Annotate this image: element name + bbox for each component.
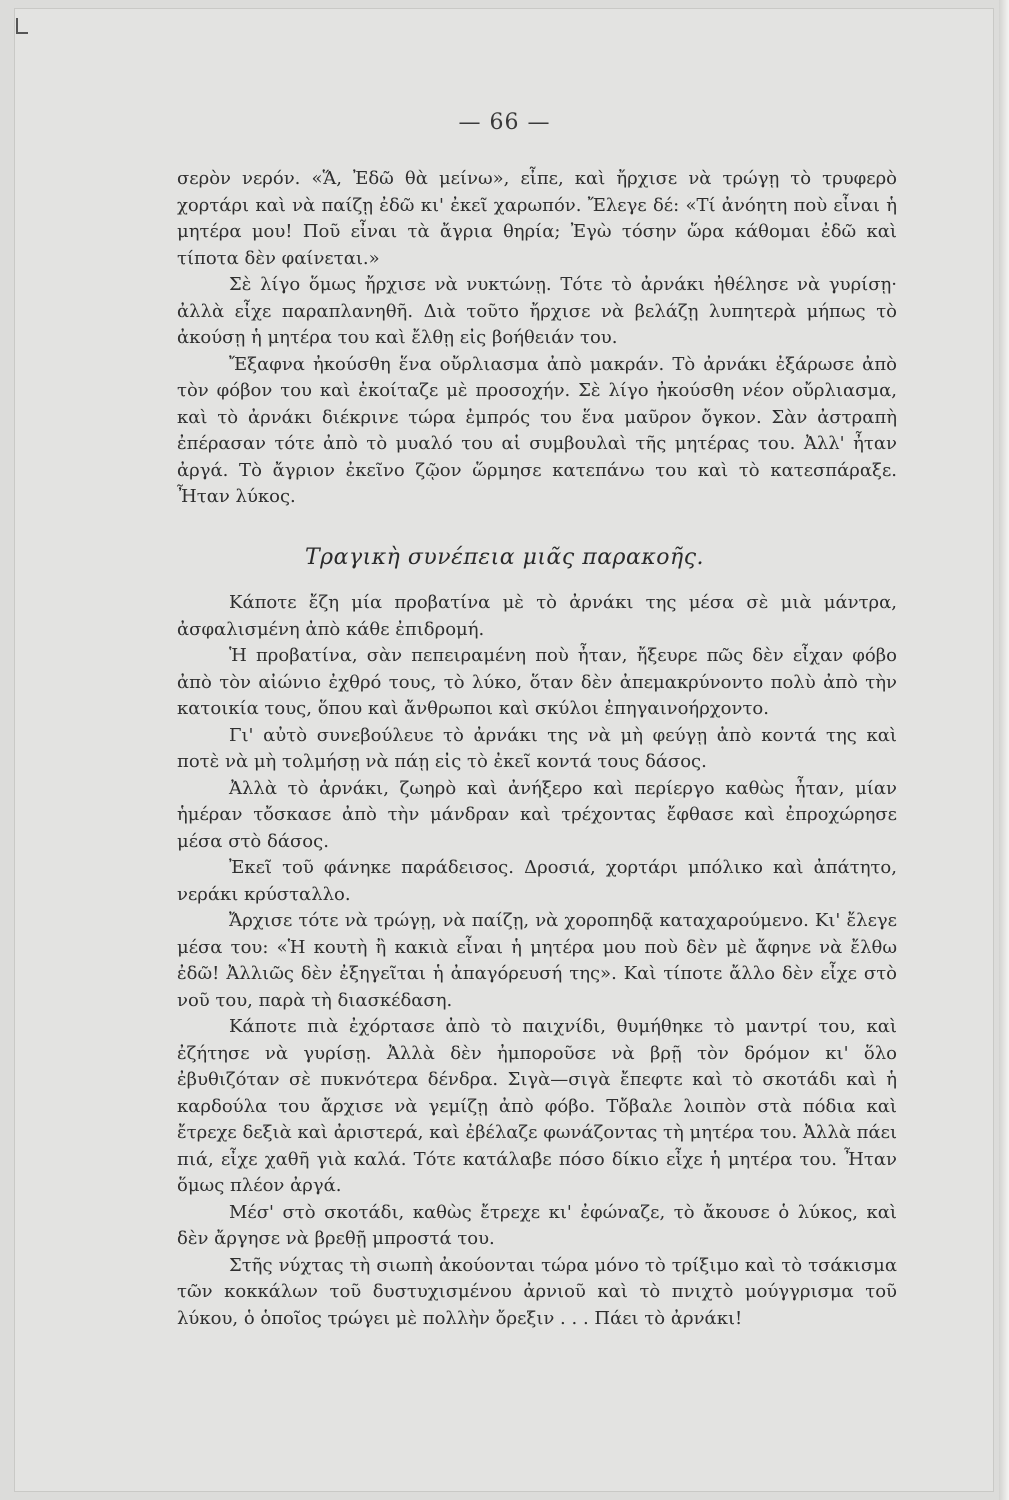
paragraph: Ἐκεῖ τοῦ φάνηκε παράδεισος. Δροσιά, χορτάρι μπόλικο καὶ ἀπάτητο, νεράκι κρύσταλλο. — [177, 857, 897, 905]
paragraph: σερὸν νερόν. «Ἅ, Ἐδῶ θὰ μείνω», εἶπε, καὶ ἤρχισε νὰ τρώγῃ τὸ τρυφερὸ χορτάρι καὶ νὰ παίζῃ ἐδῶ κι' ἐκεῖ χαρωπόν. Ἔλεγε δέ: «Τί ἀνόητη ποὺ εἶναι ἡ μητέρα μου! Ποῦ εἶναι τὰ ἄγρια θηρία; Ἐγὼ τόσην ὥρα κάθομαι ἐδῶ καὶ τίποτα δὲν φαίνεται.» — [177, 168, 897, 269]
paragraph: Στῆς νύχτας τὴ σιωπὴ ἀκούονται τώρα μόνο τὸ τρίξιμο καὶ τὸ τσάκισμα τῶν κοκκάλων τοῦ δυστυχισμένου ἀρνιοῦ καὶ τὸ πνιχτὸ μούγγρισμα τοῦ λύκου, ὁ ὁποῖος τρώγει μὲ πολλὴν ὄρεξιν . . . Πάει τὸ ἀρνάκι! — [177, 1254, 897, 1329]
paragraph: Ἔξαφνα ἠκούσθη ἕνα οὔρλιασμα ἀπὸ μακράν. Τὸ ἀρνάκι ἐξάρωσε ἀπὸ τὸν φόβον του καὶ ἐκοίταζε μὲ προσοχήν. Σὲ λίγο ἠκούσθη νέον οὔρλιασμα, καὶ τὸ ἀρνάκι διέκρινε τώρα ἐμπρός του ἕνα μαῦρον ὄγκον. Σὰν ἀστραπὴ ἐπέρασαν τότε ἀπὸ τὸ μυαλό του αἱ συμβουλαὶ τῆς μητέρας του. Ἀλλ' ἦταν ἀργά. Τὸ ἄγριον ἐκεῖνο ζῷον ὥρμησε κατεπάνω του καὶ τὸ κατεσπάραξε. Ἦταν λύκος. — [177, 353, 897, 507]
paragraph: Ἡ προβατίνα, σὰν πεπειραμένη ποὺ ἦταν, ἤξευρε πῶς δὲν εἶχαν φόβο ἀπὸ τὸν αἰώνιο ἐχθρό τους, τὸ λύκο, ὅταν δὲν ἀπεμακρύνοντο πολὺ ἀπὸ τὴν κατοικία τους, ὅπου καὶ ἄνθρωποι καὶ σκύλοι ἐπηγαινοήρχοντο. — [177, 645, 897, 719]
page-number: — 66 — — [458, 110, 551, 135]
paragraph: Μέσ' στὸ σκοτάδι, καθὼς ἔτρεχε κι' ἐφώναζε, τὸ ἄκουσε ὁ λύκος, καὶ δὲν ἄργησε νὰ βρεθῇ μπροστά του. — [177, 1201, 897, 1249]
paragraph: Κάποτε ἔζη μία προβατίνα μὲ τὸ ἀρνάκι της μέσα σὲ μιὰ μάντρα, ἀσφαλισμένη ἀπὸ κάθε ἐπιδρομή. — [177, 592, 897, 640]
paragraph: Κάποτε πιὰ ἐχόρτασε ἀπὸ τὸ παιχνίδι, θυμήθηκε τὸ μαντρί του, καὶ ἐζήτησε νὰ γυρίσῃ. Ἀλλὰ δὲν ἠμποροῦσε νὰ βρῇ τὸν δρόμον κι' ὅλο ἐβυθιζόταν σὲ πυκνότερα δένδρα. Σιγὰ—σιγὰ ἔπεφτε καὶ τὸ σκοτάδι καὶ ἡ καρδούλα του ἄρχισε νὰ γεμίζῃ ἀπὸ φόβο. Τὄβαλε λοιπὸν στὰ πόδια καὶ ἔτρεχε δεξιὰ καὶ ἀριστερά, καὶ ἐβέλαζε φωνάζοντας τὴ μητέρα του. Ἀλλὰ πάει πιά, εἶχε χαθῆ γιὰ καλά. Τότε κατάλαβε πόσο δίκιο εἶχε ἡ μητέρα του. Ἦταν ὅμως πλέον ἀργά. — [177, 1016, 897, 1196]
paragraph: Γι' αὐτὸ συνεβούλευε τὸ ἀρνάκι της νὰ μὴ φεύγῃ ἀπὸ κοντά της καὶ ποτὲ νὰ μὴ τολμήσῃ νὰ πάῃ εἰς τὸ ἐκεῖ κοντά τους δάσος. — [177, 724, 897, 772]
corner-mark — [16, 18, 28, 34]
opening-text — [177, 166, 897, 511]
section-title: Τραγικὴ συνέπεια μιᾶς παρακοῆς. — [304, 545, 705, 570]
section-text — [177, 590, 897, 1332]
page-edge — [999, 0, 1009, 1500]
paragraph: Ἀλλὰ τὸ ἀρνάκι, ζωηρὸ καὶ ἀνήξερο καὶ περίεργο καθὼς ἦταν, μίαν ἡμέραν τὄσκασε ἀπὸ τὴν μάνδραν καὶ τρέχοντας ἔφθασε καὶ ἐπροχώρησε μέσα στὸ δάσος. — [177, 777, 897, 852]
paragraph: Σὲ λίγο ὅμως ἤρχισε νὰ νυκτώνῃ. Τότε τὸ ἀρνάκι ἠθέλησε νὰ γυρίσῃ· ἀλλὰ εἶχε παραπλανηθῆ. Διὰ τοῦτο ἤρχισε νὰ βελάζῃ λυπητερὰ μήπως τὸ ἀκούσῃ ἡ μητέρα του καὶ ἔλθῃ εἰς βοήθειάν του. — [177, 274, 897, 348]
paragraph: Ἄρχισε τότε νὰ τρώγῃ, νὰ παίζῃ, νὰ χοροπηδᾷ καταχαρούμενο. Κι' ἔλεγε μέσα του: «Ἡ κουτὴ ἢ κακιὰ εἶναι ἡ μητέρα μου ποὺ δὲν μὲ ἄφηνε νὰ ἔλθω ἐδῶ! Ἀλλιῶς δὲν ἐξηγεῖται ἡ ἀπαγόρευσή της». Καὶ τίποτε ἄλλο δὲν εἶχε στὸ νοῦ του, παρὰ τὴ διασκέδαση. — [177, 910, 897, 1011]
